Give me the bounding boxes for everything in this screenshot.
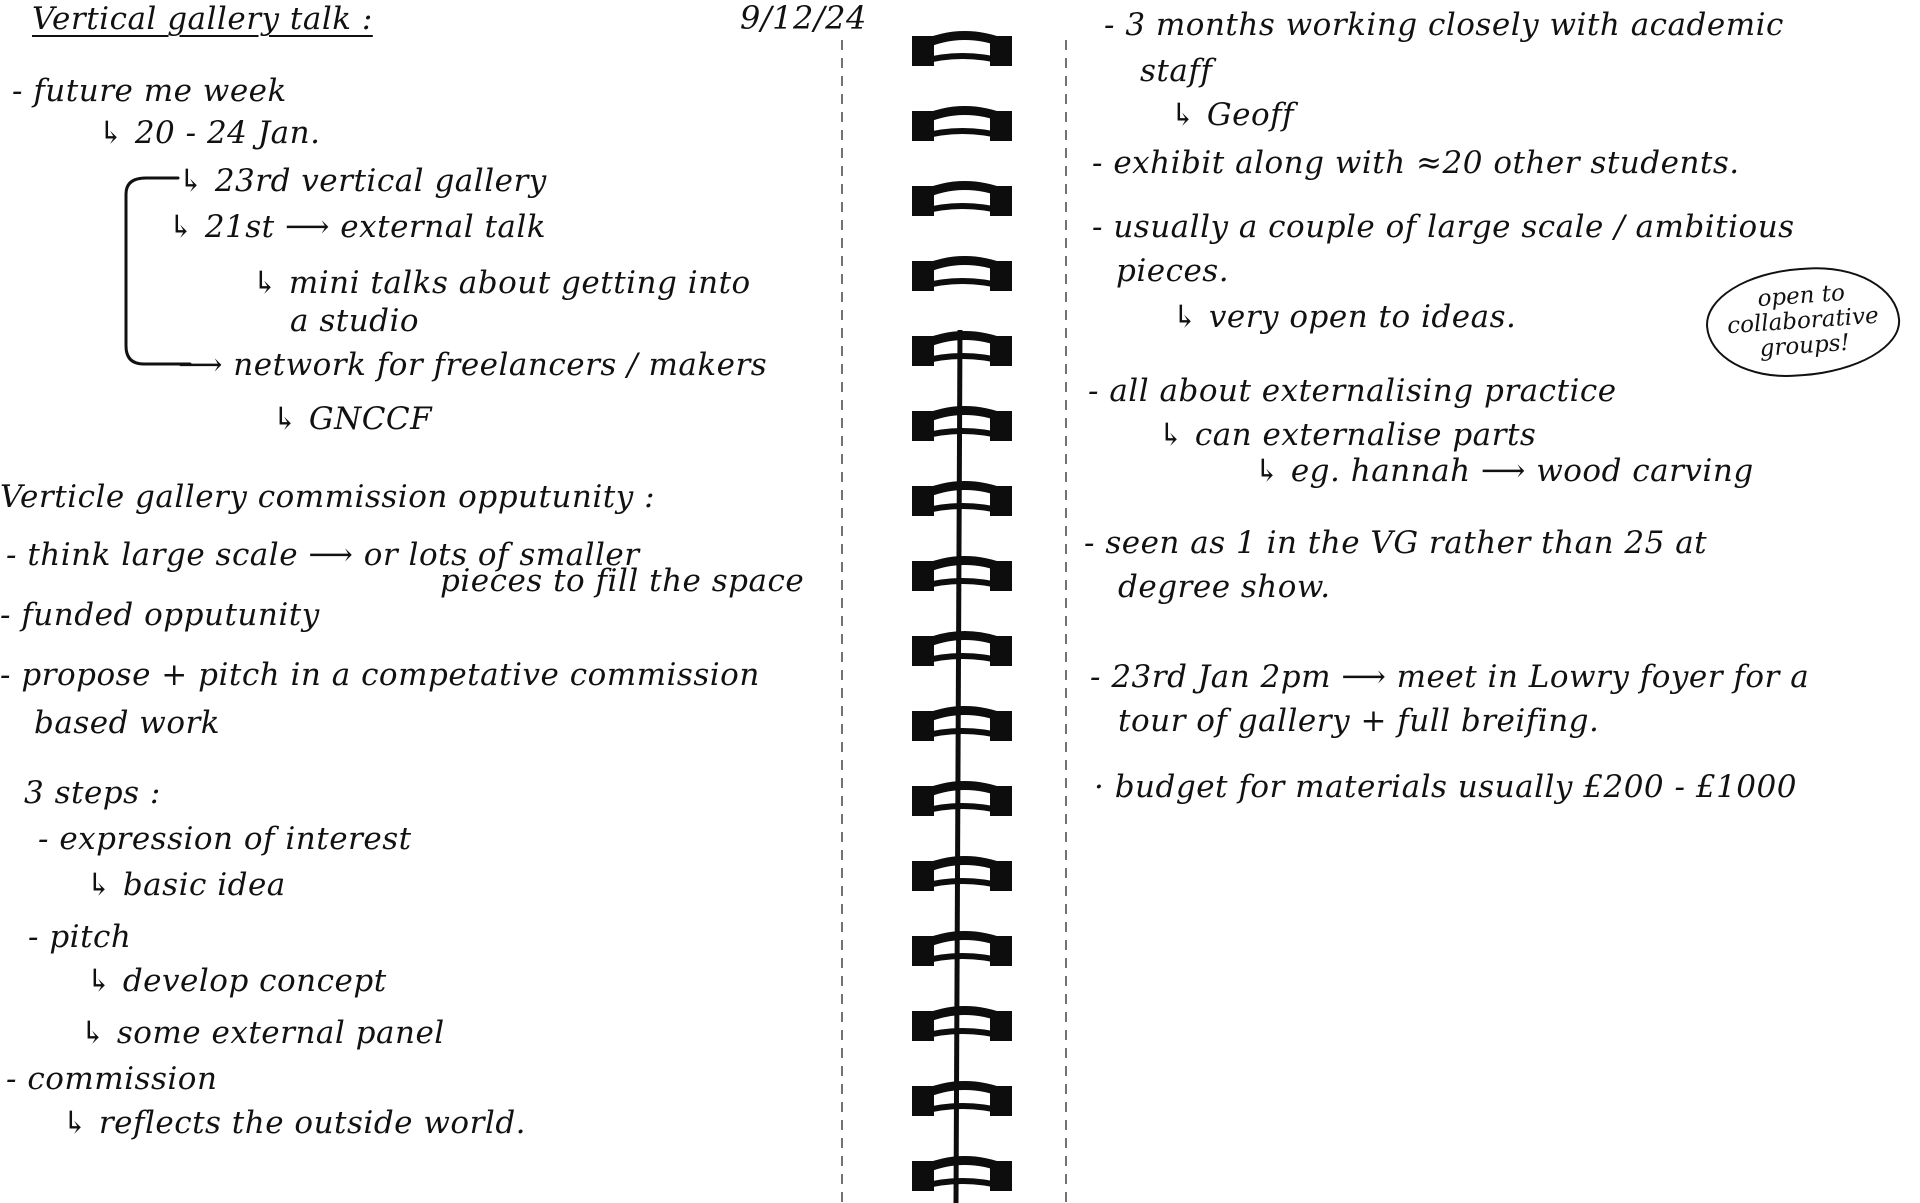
note-line: ⟶ network for freelancers / makers — [178, 347, 768, 383]
note-line: - future me week — [12, 73, 287, 109]
note-line: - think large scale ⟶ or lots of smaller — [6, 537, 640, 573]
note-line: degree show. — [1118, 569, 1331, 605]
note-line: ↳ can externalise parts — [1158, 417, 1537, 453]
note-line: ↳ reflects the outside world. — [62, 1105, 527, 1141]
section-heading: Verticle gallery commission opputunity : — [0, 479, 656, 515]
spiral-coil-loop — [912, 260, 1012, 291]
spiral-coil-loop — [912, 1085, 1012, 1116]
note-line: - propose + pitch in a competative commission — [0, 657, 760, 693]
note-line: - 3 months working closely with academic — [1104, 7, 1784, 43]
note-line: ↳ 23rd vertical gallery — [178, 163, 547, 199]
note-line: a studio — [290, 303, 420, 339]
note-line: tour of gallery + full breifing. — [1118, 703, 1600, 739]
note-line: - seen as 1 in the VG rather than 25 at — [1084, 525, 1708, 561]
binding-wire — [956, 330, 960, 1203]
note-line: - exhibit along with ≈20 other students. — [1092, 145, 1740, 181]
spiral-coil-loop — [912, 35, 1012, 66]
note-line: - pitch — [28, 919, 132, 955]
note-line: ↳ very open to ideas. — [1172, 299, 1517, 335]
spiral-binding — [840, 0, 1072, 1203]
note-line: - funded opputunity — [0, 597, 320, 633]
callout-text: open to collaborative groups! — [1726, 280, 1880, 363]
spiral-coil-graphic — [840, 0, 1072, 1203]
spiral-coil-loop — [912, 1010, 1012, 1041]
note-line: staff — [1140, 53, 1213, 89]
note-line: - commission — [6, 1061, 218, 1097]
note-line: pieces to fill the space — [440, 563, 805, 599]
spiral-coil-loop — [912, 110, 1012, 141]
spiral-coil-loop — [912, 485, 1012, 516]
note-line: ↳ eg. hannah ⟶ wood carving — [1254, 453, 1754, 489]
note-line: ↳ 20 - 24 Jan. — [98, 115, 321, 151]
note-line: · budget for materials usually £200 - £1000 — [1094, 769, 1797, 805]
spiral-coil-loop — [912, 860, 1012, 891]
spiral-coil-loop — [912, 935, 1012, 966]
page-title: Vertical gallery talk : — [32, 1, 373, 37]
note-line: ↳ some external panel — [80, 1015, 445, 1051]
note-line: ↳ basic idea — [86, 867, 286, 903]
spiral-coil-loop — [912, 185, 1012, 216]
spiral-coil-loop — [912, 635, 1012, 666]
bracket-connector — [118, 174, 208, 368]
note-line: based work — [34, 705, 221, 741]
spiral-coil-loop — [912, 560, 1012, 591]
note-line: ↳ mini talks about getting into — [252, 265, 751, 301]
section-heading: 3 steps : — [24, 775, 161, 811]
note-date: 9/12/24 — [740, 0, 867, 37]
spiral-coil-loop — [912, 785, 1012, 816]
note-line: ↳ Geoff — [1170, 97, 1295, 133]
note-line: - 23rd Jan 2pm ⟶ meet in Lowry foyer for a — [1090, 659, 1810, 695]
note-line: ↳ 21st ⟶ external talk — [168, 209, 547, 245]
note-line: ↳ develop concept — [86, 963, 387, 999]
note-line: ↳ GNCCF — [272, 401, 433, 437]
note-line: - usually a couple of large scale / ambitious — [1092, 209, 1795, 245]
note-line: - expression of interest — [38, 821, 412, 857]
spiral-coil-loop — [912, 710, 1012, 741]
spiral-coil-loop — [912, 1160, 1012, 1191]
note-line: pieces. — [1116, 253, 1230, 289]
note-line: - all about externalising practice — [1088, 373, 1617, 409]
